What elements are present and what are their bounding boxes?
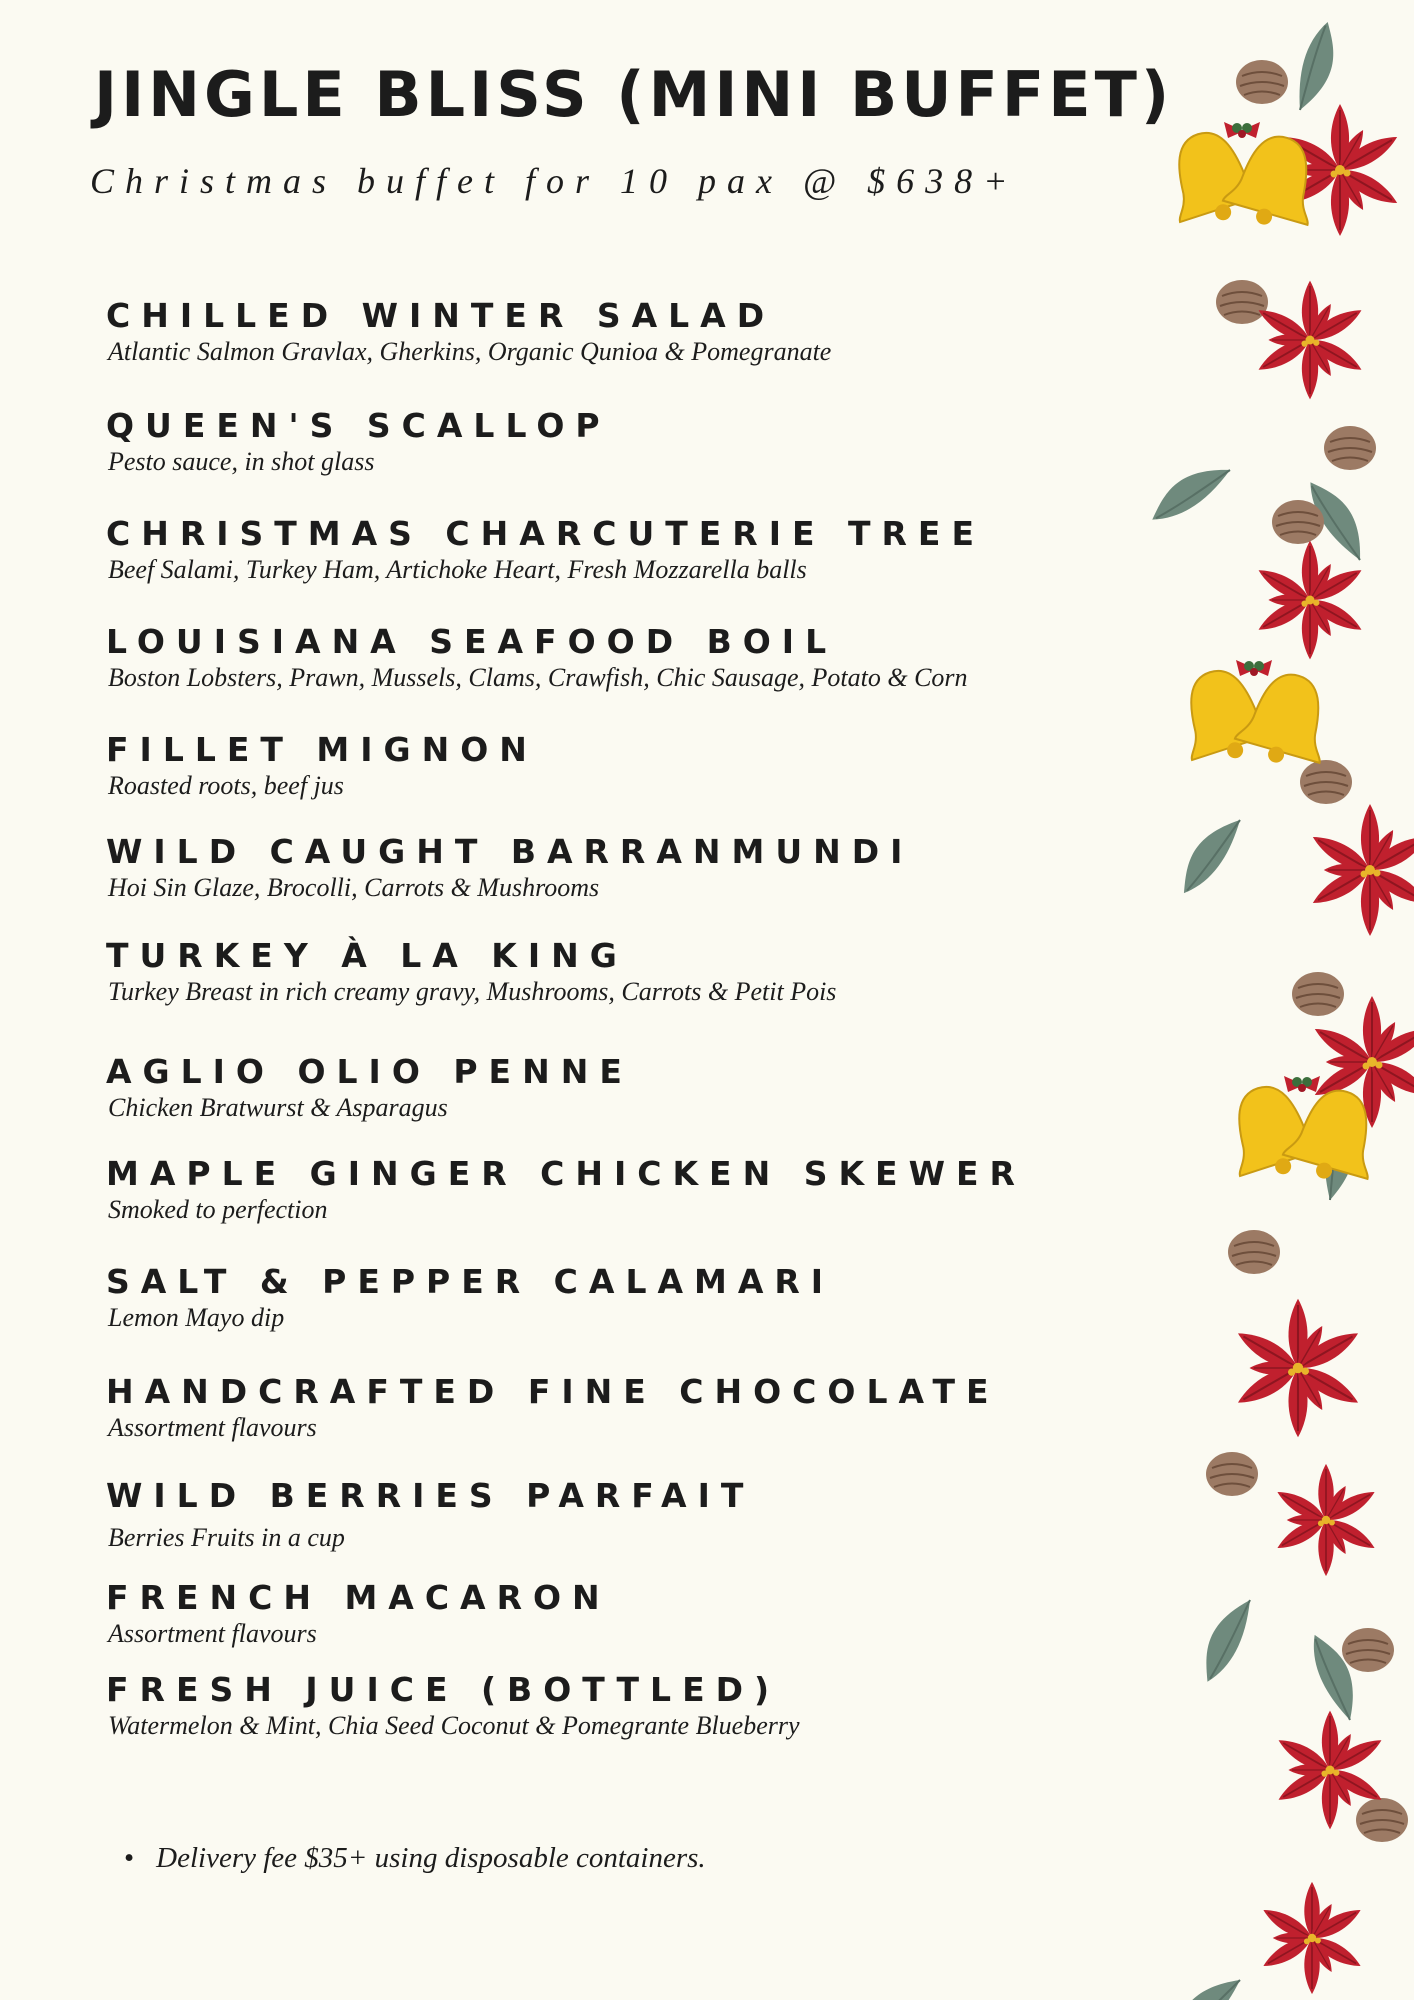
bell-icon <box>1156 121 1329 237</box>
menu-item-name: WILD CAUGHT BARRANMUNDI <box>106 832 914 871</box>
menu-item-name: CHRISTMAS CHARCUTERIE TREE <box>106 514 986 553</box>
menu-item <box>106 622 968 694</box>
leaf-icon <box>1279 20 1352 114</box>
page-subtitle: Christmas buffet for 10 pax @ $638+ <box>90 161 1019 201</box>
menu-item <box>106 1052 633 1124</box>
menu-item-description: Assortment flavours <box>108 1413 317 1442</box>
menu-item-description: Beef Salami, Turkey Ham, Artichoke Heart, Fresh Mozzarella balls <box>108 555 807 584</box>
menu-item-description: Roasted roots, beef jus <box>108 771 344 800</box>
menu-item <box>106 936 836 1008</box>
delivery-note <box>124 1842 706 1875</box>
menu-item-name: SALT & PEPPER CALAMARI <box>106 1262 835 1301</box>
poinsettia-icon <box>1308 804 1414 936</box>
pinecone-icon <box>1356 1798 1408 1842</box>
menu-item <box>106 514 985 586</box>
menu-item-description: Assortment flavours <box>108 1619 317 1648</box>
christmas-border-decoration <box>1150 0 1414 2000</box>
menu-item-name: WILD BERRIES PARFAIT <box>106 1476 755 1515</box>
poinsettia-icon <box>1254 541 1365 660</box>
page-title: JINGLE BLISS (MINI BUFFET) <box>94 58 1174 131</box>
menu-item-description: Atlantic Salmon Gravlax, Gherkins, Organic Qunioa & Pomegranate <box>108 337 832 366</box>
menu-item <box>106 1154 1026 1226</box>
menu-item <box>106 730 538 802</box>
poinsettia-icon <box>1233 1299 1363 1438</box>
menu-item-description: Boston Lobsters, Prawn, Mussels, Clams, Crawfish, Chic Sausage, Potato & Corn <box>108 663 968 692</box>
pinecone-icon <box>1216 280 1268 324</box>
poinsettia-icon <box>1260 1882 1365 1994</box>
menu-item-description: Turkey Breast in rich creamy gravy, Mushrooms, Carrots & Petit Pois <box>108 977 837 1006</box>
menu-item-description: Smoked to perfection <box>108 1195 328 1224</box>
pinecone-icon <box>1228 1230 1280 1274</box>
menu-item-name: HANDCRAFTED FINE CHOCOLATE <box>106 1372 1000 1411</box>
leaf-icon <box>1186 1595 1269 1685</box>
menu-item-description: Berries Fruits in a cup <box>108 1523 345 1552</box>
menu-item <box>106 1476 754 1554</box>
menu-item-name: FILLET MIGNON <box>106 730 538 769</box>
pinecone-icon <box>1236 60 1288 104</box>
menu-item-name: AGLIO OLIO PENNE <box>106 1052 633 1091</box>
menu-item <box>106 296 831 368</box>
pinecone-icon <box>1324 426 1376 470</box>
leaf-icon <box>1166 814 1256 897</box>
bullet-icon: • <box>124 1842 135 1874</box>
menu-item-name: LOUISIANA SEAFOOD BOIL <box>106 622 838 661</box>
menu-item-description: Lemon Mayo dip <box>108 1303 285 1332</box>
menu-item <box>106 1578 611 1650</box>
menu-item-description: Pesto sauce, in shot glass <box>108 447 375 476</box>
menu-item-name: TURKEY À LA KING <box>106 936 628 975</box>
pinecone-icon <box>1292 972 1344 1016</box>
pinecone-icon <box>1300 760 1352 804</box>
poinsettia-icon <box>1274 1464 1379 1576</box>
pinecone-icon <box>1342 1628 1394 1672</box>
menu-item <box>106 1262 834 1334</box>
leaf-icon <box>1158 1973 1252 2000</box>
leaf-icon <box>1150 462 1238 523</box>
poinsettia-icon <box>1254 281 1365 400</box>
menu-item <box>106 832 913 904</box>
pinecone-icon <box>1206 1452 1258 1496</box>
menu-item-name: FRESH JUICE (BOTTLED) <box>106 1670 781 1709</box>
delivery-note-text: Delivery fee $35+ using disposable containers. <box>156 1842 706 1874</box>
menu-item <box>106 1670 800 1742</box>
menu-item-name: FRENCH MACARON <box>106 1578 611 1617</box>
menu-item <box>106 1372 1000 1444</box>
pinecone-icon <box>1272 500 1324 544</box>
menu-item-description: Chicken Bratwurst & Asparagus <box>108 1093 448 1122</box>
menu-item-name: MAPLE GINGER CHICKEN SKEWER <box>106 1154 1026 1193</box>
menu-item-name: CHILLED WINTER SALAD <box>106 296 776 335</box>
menu-item-name: QUEEN'S SCALLOP <box>106 406 611 445</box>
menu-item-description: Watermelon & Mint, Chia Seed Coconut & Pomegrante Blueberry <box>108 1711 800 1740</box>
bell-icon <box>1168 659 1341 775</box>
menu-item-description: Hoi Sin Glaze, Brocolli, Carrots & Mushrooms <box>108 873 600 902</box>
menu-item <box>106 406 611 478</box>
